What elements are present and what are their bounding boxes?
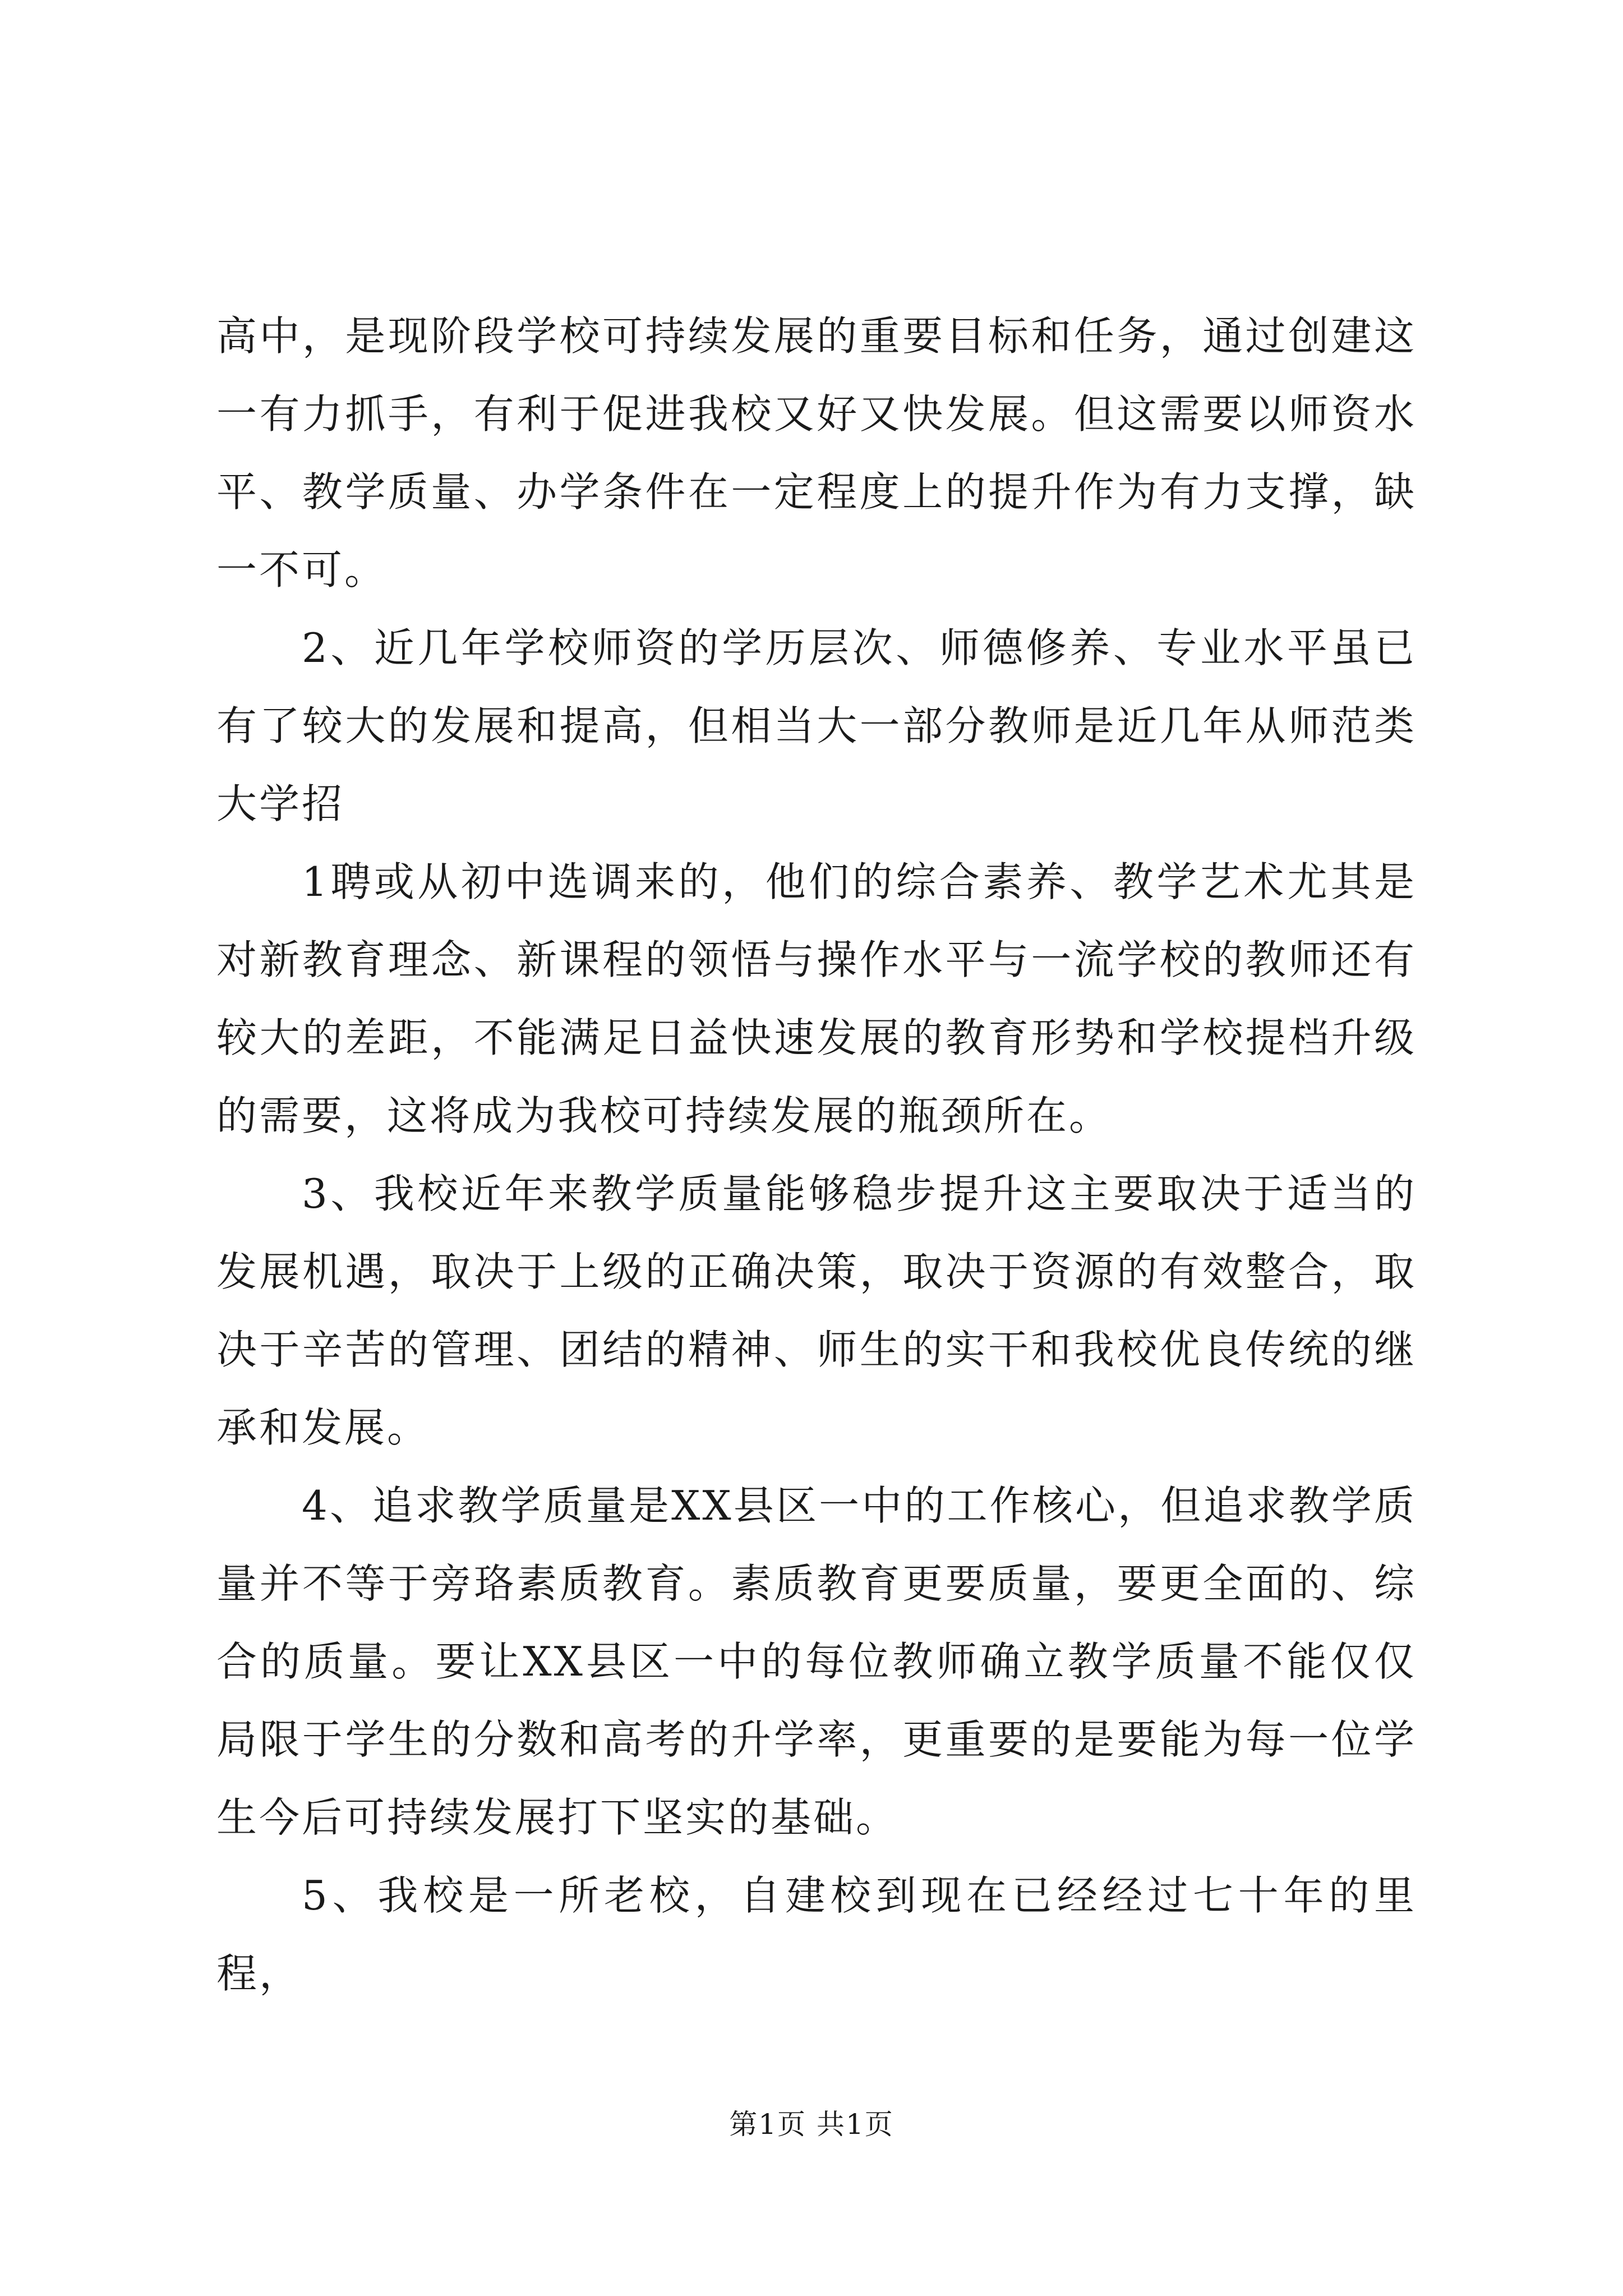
paragraph: 4、追求教学质量是XX县区一中的工作核心，但追求教学质量并不等于旁珞素质教育。素质教育更要质量，要更全面的、综合的质量。要让XX县区一中的每位教师确立教学质量不能仅仅局限于学生的分数和高考的升学率，更重要的是要能为每一位学生今后可持续发展打下坚实的基础。: [216, 1482, 1417, 1841]
paragraph: 1聘或从初中选调来的，他们的综合素养、教学艺术尤其是对新教育理念、新课程的领悟与操作水平与一流学校的教师还有较大的差距，不能满足日益快速发展的教育形势和学校提档升级的需要，这将成为我校可持续发展的瓶颈所在。: [216, 858, 1417, 1139]
paragraph: 高中，是现阶段学校可持续发展的重要目标和任务，通过创建这一有力抓手，有利于促进我校又好又快发展。但这需要以师资水平、教学质量、办学条件在一定程度上的提升作为有力支撑，缺一不可。: [216, 312, 1417, 593]
paragraph: 3、我校近年来教学质量能够稳步提升这主要取决于适当的发展机遇，取决于上级的正确决策，取决于资源的有效整合，取决于辛苦的管理、团结的精神、师生的实干和我校优良传统的继承和发展。: [216, 1170, 1417, 1451]
document-body: [216, 297, 1417, 2013]
page-footer: 第1页 共1页: [729, 2108, 894, 2141]
paragraph: 2、近几年学校师资的学历层次、师德修养、专业水平虽已有了较大的发展和提高，但相当大一部分教师是近几年从师范类大学招: [216, 624, 1417, 827]
paragraph: 5、我校是一所老校，自建校到现在已经经过七十年的里程，: [216, 1872, 1417, 1997]
